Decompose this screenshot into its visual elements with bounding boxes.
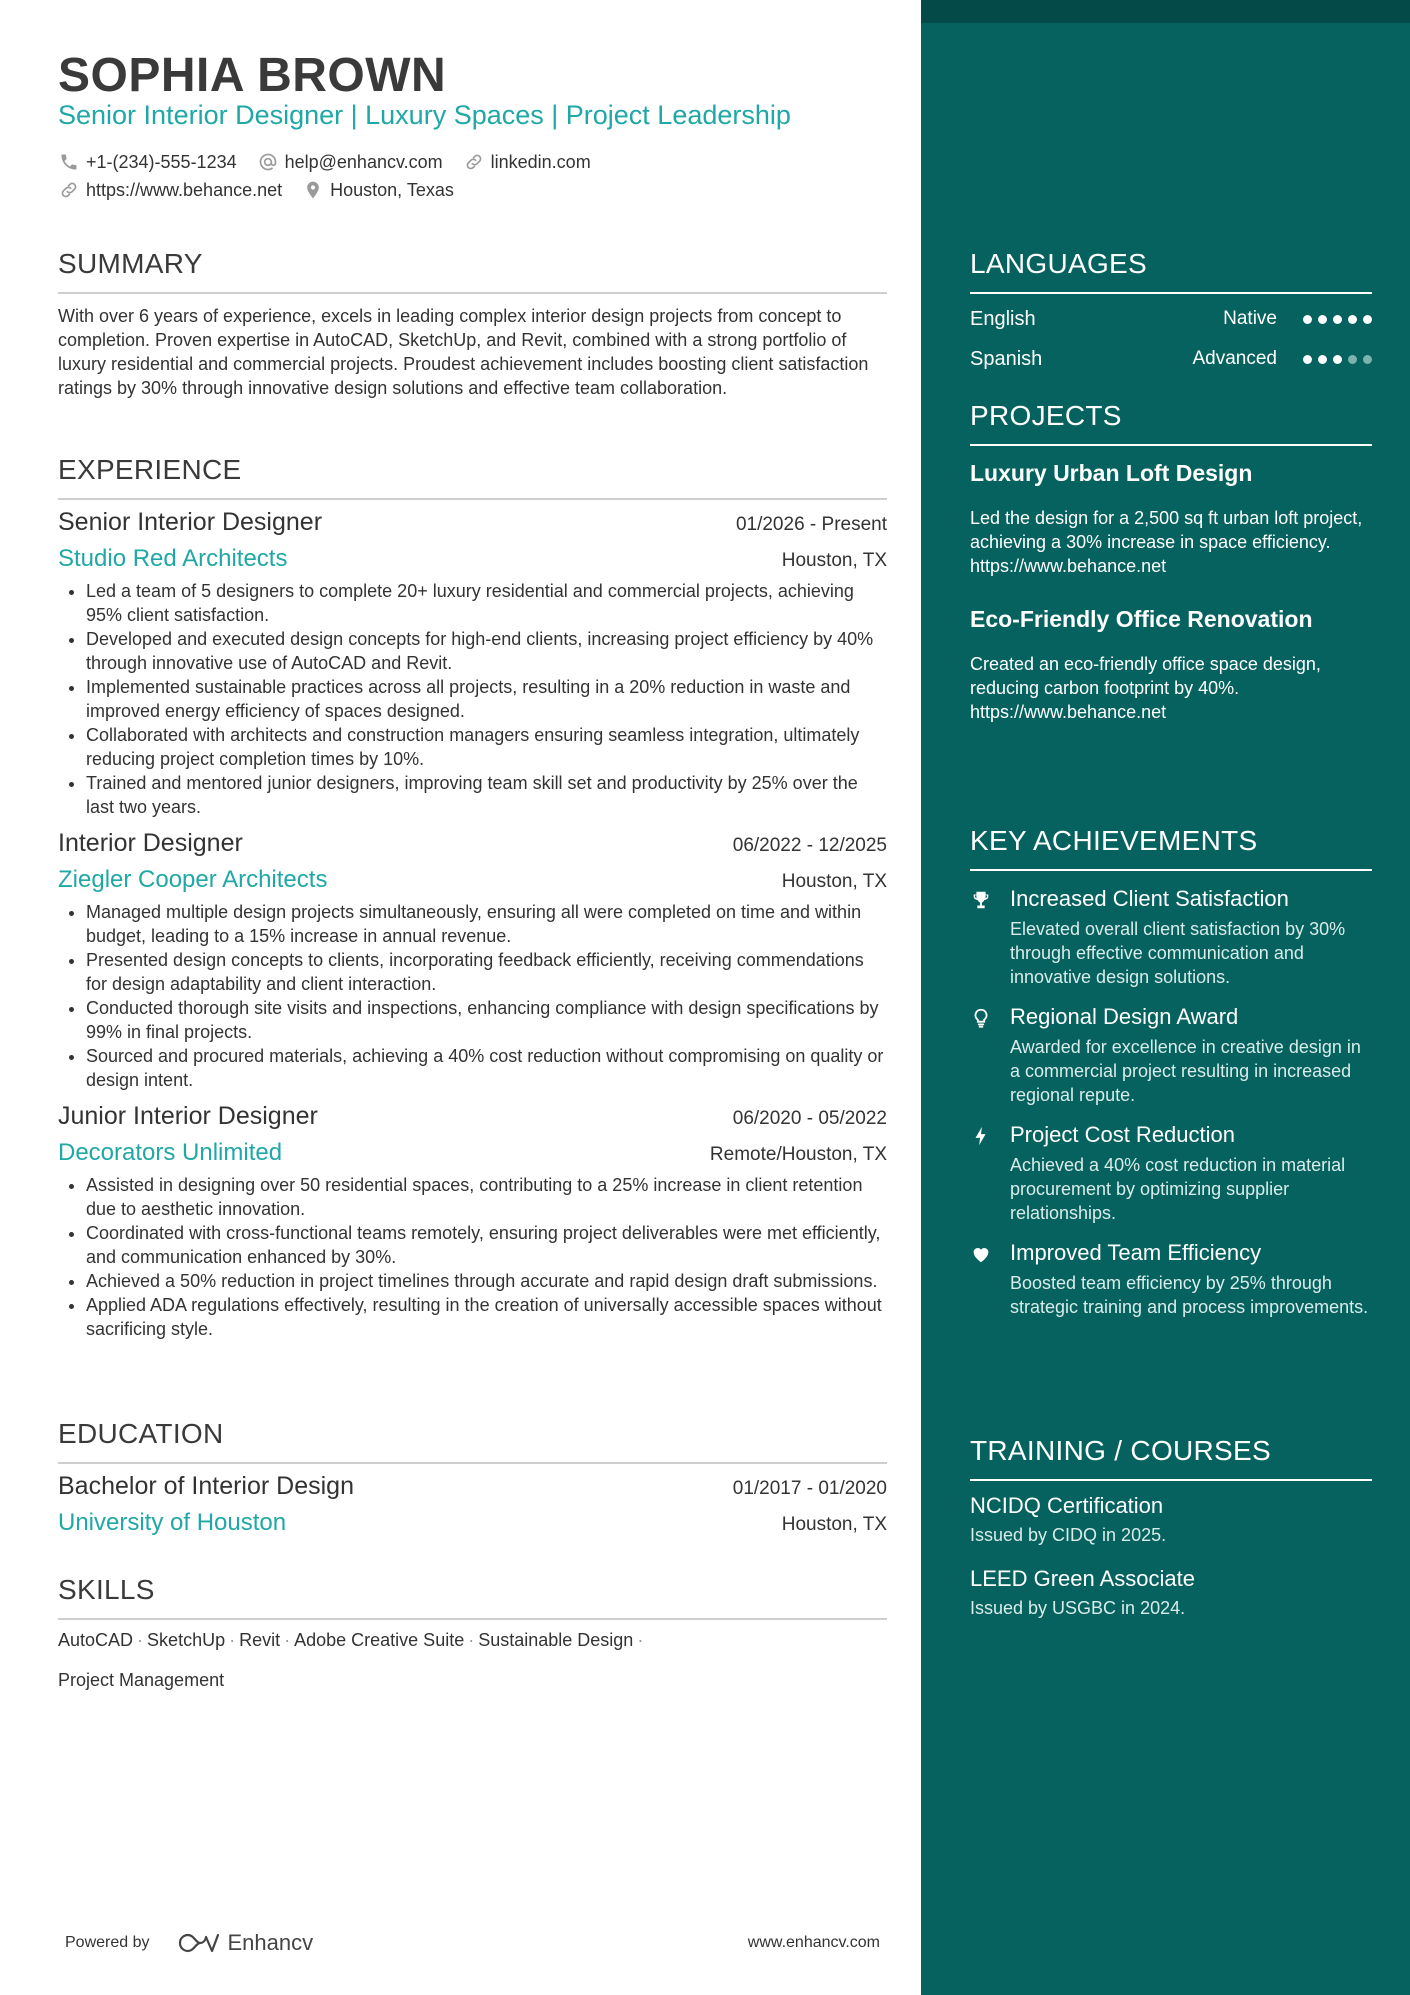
phone-contact[interactable] [58, 151, 237, 173]
job-title: Interior Designer [58, 829, 243, 857]
email-text: help@enhancv.com [284, 151, 443, 172]
link-icon [463, 151, 485, 173]
skill-item: Project Management [58, 1670, 225, 1690]
job-company: Ziegler Cooper Architects [58, 866, 328, 893]
brand-name: Enhancv [227, 1930, 314, 1955]
project-description: Created an eco-friendly office space design, reducing carbon footprint by 40%. https://www.behance.net [970, 654, 1321, 722]
job-company: Studio Red Architects [58, 545, 288, 572]
job-bullet: • Coordinated with cross-functional teams remotely, ensuring project deliverables were met efficiently, and communication enhanced by 30%. [86, 1221, 887, 1269]
website-contact[interactable] [58, 179, 282, 201]
job-bullets [58, 579, 887, 819]
contact-info [58, 148, 858, 204]
projects-section [970, 400, 1372, 724]
section-title: SUMMARY [58, 248, 203, 279]
proficiency-dot [1333, 315, 1342, 324]
achievement-description: Elevated overall client satisfaction by 30% through effective communication and innovative design solutions. [1010, 919, 1346, 987]
job-entry [58, 829, 887, 1092]
job-bullet: • Conducted thorough site visits and inspections, enhancing compliance with design specifications by 99% in final projects. [86, 996, 887, 1044]
section-title: EXPERIENCE [58, 454, 242, 485]
divider [58, 1618, 887, 1620]
candidate-tagline: Senior Interior Designer | Luxury Spaces | Project Leadership [58, 100, 791, 130]
job-bullet: • Led a team of 5 designers to complete 20+ luxury residential and commercial projects, achieving 95% client satisfaction. [86, 579, 887, 627]
section-title: EDUCATION [58, 1418, 224, 1449]
job-company: Decorators Unlimited [58, 1139, 283, 1166]
skills-section [58, 1574, 887, 1692]
skill-item: Adobe Creative Suite [294, 1630, 465, 1650]
experience-section [58, 454, 887, 1341]
divider [58, 292, 887, 294]
location-contact [302, 179, 454, 201]
course-title: LEED Green Associate [970, 1566, 1196, 1591]
job-date: 06/2020 - 05/2022 [732, 1108, 887, 1129]
email-contact[interactable] [257, 151, 443, 173]
section-title: TRAINING / COURSES [970, 1435, 1271, 1466]
training-section [970, 1435, 1372, 1619]
job-bullets [58, 1173, 887, 1341]
proficiency-dot [1363, 315, 1372, 324]
section-title: PROJECTS [970, 400, 1122, 431]
job-bullet: • Managed multiple design projects simultaneously, ensuring all were completed on time and within budget, leading to a 15% increase in annual revenue. [86, 900, 887, 948]
job-title: Senior Interior Designer [58, 508, 323, 536]
job-entry [58, 508, 887, 819]
achievements-section [970, 825, 1372, 1319]
project-title: Luxury Urban Loft Design [970, 460, 1253, 486]
skills-list [58, 1668, 887, 1692]
job-bullet: • Presented design concepts to clients, incorporating feedback efficiently, receiving commendations for design adaptability and client interaction. [86, 948, 887, 996]
heart-icon [970, 1239, 1010, 1319]
job-bullet: • Implemented sustainable practices across all projects, resulting in a 20% reduction in waste and improved energy efficiency of spaces designed. [86, 675, 887, 723]
achievement-item [970, 885, 1372, 989]
skill-item: AutoCAD [58, 1630, 134, 1650]
job-bullet: • Sourced and procured materials, achieving a 40% cost reduction without compromising on quality or design intent. [86, 1044, 887, 1092]
sidebar-top-band [921, 0, 1410, 23]
achievement-title: Regional Design Award [1010, 1004, 1239, 1029]
location-pin-icon [302, 179, 324, 201]
education-entry [58, 1472, 887, 1537]
job-bullet: • Assisted in designing over 50 residential spaces, contributing to a 25% increase in client retention due to aesthetic innovation. [86, 1173, 887, 1221]
website-text: https://www.behance.net [86, 179, 283, 200]
proficiency-dot [1333, 355, 1342, 364]
achievement-title: Improved Team Efficiency [1010, 1240, 1262, 1265]
achievement-description: Achieved a 40% cost reduction in material procurement by optimizing supplier relationships. [1010, 1155, 1346, 1223]
course-title: NCIDQ Certification [970, 1493, 1164, 1518]
divider [970, 1479, 1372, 1481]
proficiency-dot [1318, 315, 1327, 324]
proficiency-dot [1348, 355, 1357, 364]
proficiency-dot [1318, 355, 1327, 364]
enhancv-logo[interactable] [176, 1930, 314, 1956]
project-description: Led the design for a 2,500 sq ft urban loft project, achieving a 30% increase in space efficiency. https://www.behance.net [970, 508, 1363, 576]
linkedin-contact[interactable] [463, 151, 591, 173]
phone-icon [58, 151, 80, 173]
powered-by [65, 1930, 313, 1956]
achievement-description: Boosted team efficiency by 25% through strategic training and process improvements. [1010, 1273, 1369, 1317]
education-section [58, 1418, 887, 1537]
sidebar [921, 0, 1410, 1995]
summary-section [58, 248, 887, 400]
trophy-icon [970, 885, 1010, 989]
powered-by-label: Powered by [65, 1934, 150, 1951]
linkedin-text: linkedin.com [490, 151, 591, 172]
job-entry [58, 1102, 887, 1341]
section-title: LANGUAGES [970, 248, 1147, 279]
footer [65, 1930, 880, 1956]
at-icon [257, 151, 279, 173]
proficiency-dots [1303, 315, 1372, 324]
job-location: Houston, TX [781, 550, 887, 571]
phone-text: +1-(234)-555-1234 [86, 151, 237, 172]
achievement-item [970, 1239, 1372, 1319]
education-date: 01/2017 - 01/2020 [732, 1478, 887, 1499]
location-text: Houston, Texas [330, 179, 454, 200]
footer-website[interactable]: www.enhancv.com [747, 1934, 880, 1951]
proficiency-dot [1303, 315, 1312, 324]
section-title: KEY ACHIEVEMENTS [970, 825, 1258, 856]
language-row [970, 304, 1372, 334]
divider [970, 292, 1372, 294]
language-level: Native [1223, 308, 1277, 329]
job-bullet: • Developed and executed design concepts for high-end clients, increasing project efficiency by 40% through innovative use of AutoCAD and Revit. [86, 627, 887, 675]
link-icon [58, 179, 80, 201]
job-location: Houston, TX [781, 871, 887, 892]
language-name: Spanish [970, 347, 1043, 370]
achievement-item [970, 1121, 1372, 1225]
job-title: Junior Interior Designer [58, 1102, 318, 1130]
skill-item: Sustainable Design [478, 1630, 634, 1650]
job-bullets [58, 900, 887, 1092]
course-description: Issued by USGBC in 2024. [970, 1598, 1186, 1618]
enhancv-logo-icon [176, 1931, 222, 1955]
achievement-item [970, 1003, 1372, 1107]
divider [58, 1462, 887, 1464]
summary-text: With over 6 years of experience, excels in leading complex interior design projects from concept to completion. Proven expertise in AutoCAD, SketchUp, and Revit, combined with a strong portfolio of luxury residential and commercial projects. Proudest achievement includes boosting client satisfaction ratings by 30% through innovative design solutions and effective team collaboration. [58, 306, 869, 398]
skill-item: SketchUp [147, 1630, 226, 1650]
language-level: Advanced [1192, 348, 1277, 369]
job-bullet: • Trained and mentored junior designers, improving team skill set and productivity by 25% over the last two years. [86, 771, 887, 819]
candidate-name: SOPHIA BROWN [58, 49, 447, 102]
divider [58, 498, 887, 500]
skill-item: Revit [239, 1630, 281, 1650]
proficiency-dots [1303, 355, 1372, 364]
job-date: 01/2026 - Present [735, 514, 887, 535]
divider [970, 869, 1372, 871]
job-bullet: • Collaborated with architects and construction managers ensuring seamless integration, ultimately reducing project completion times by 10%. [86, 723, 887, 771]
achievement-title: Increased Client Satisfaction [1010, 886, 1289, 911]
job-date: 06/2022 - 12/2025 [732, 835, 887, 856]
job-bullet: • Achieved a 50% reduction in project timelines through accurate and rapid design draft submissions. [86, 1269, 887, 1293]
school-name: University of Houston [58, 1509, 287, 1536]
languages-section [970, 248, 1372, 374]
language-name: English [970, 307, 1036, 330]
language-row [970, 344, 1372, 374]
job-bullet: • Applied ADA regulations effectively, resulting in the creation of universally accessible spaces without sacrificing style. [86, 1293, 887, 1341]
school-location: Houston, TX [781, 1514, 887, 1535]
job-location: Remote/Houston, TX [709, 1144, 887, 1165]
lightning-icon [970, 1121, 1010, 1225]
achievement-title: Project Cost Reduction [1010, 1122, 1235, 1147]
section-title: SKILLS [58, 1574, 155, 1605]
achievement-description: Awarded for excellence in creative design in a commercial project resulting in increased regional repute. [1010, 1037, 1361, 1105]
skills-list: AutoCAD · SketchUp · Revit · Adobe Creative Suite · Sustainable Design · [58, 1630, 644, 1650]
course-description: Issued by CIDQ in 2025. [970, 1525, 1167, 1545]
proficiency-dot [1303, 355, 1312, 364]
lightbulb-icon [970, 1003, 1010, 1107]
proficiency-dot [1363, 355, 1372, 364]
proficiency-dot [1348, 315, 1357, 324]
project-title: Eco-Friendly Office Renovation [970, 606, 1313, 632]
degree-title: Bachelor of Interior Design [58, 1472, 354, 1500]
divider [970, 444, 1372, 446]
